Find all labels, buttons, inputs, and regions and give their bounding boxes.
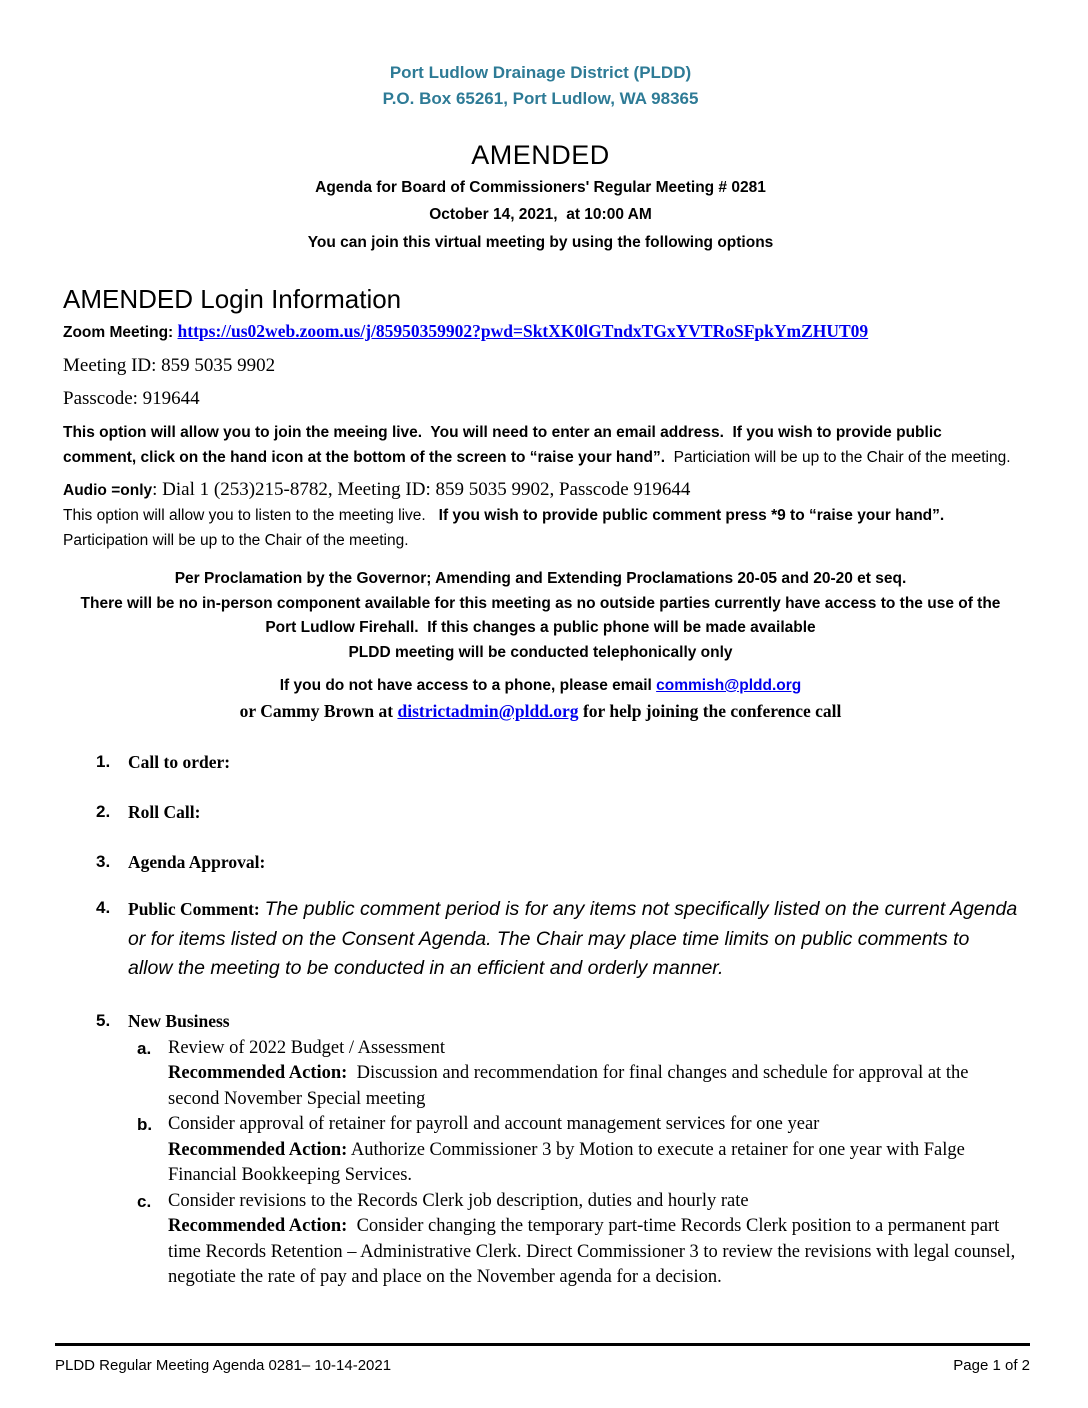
audio-note-bold: If you wish to provide public comment press *9 to “raise your hand”. xyxy=(438,507,945,524)
new-business-subitems xyxy=(137,1036,1018,1291)
subitem-records-clerk-revisions xyxy=(137,1189,1018,1291)
meeting-id: Meeting ID: 859 5035 9902 xyxy=(63,355,276,376)
zoom-meeting-line xyxy=(63,318,1018,346)
audio-option-note xyxy=(63,504,1018,553)
item-label: Roll Call: xyxy=(128,802,201,822)
item-number: 5. xyxy=(96,1010,111,1030)
agenda-list xyxy=(63,749,1018,1291)
item-label: New Business xyxy=(128,1010,230,1031)
item-number: 2. xyxy=(96,802,111,821)
contact-line1-text: If you do not have access to a phone, please email xyxy=(279,677,657,694)
subitem-title: Consider revisions to the Records Clerk job description, duties and hourly rate xyxy=(168,1190,749,1211)
contact-help xyxy=(63,673,1018,725)
login-heading: AMENDED Login Information xyxy=(63,284,402,314)
subitem-title: Review of 2022 Budget / Assessment xyxy=(168,1037,445,1058)
item-label: Agenda Approval: xyxy=(128,852,266,872)
meeting-datetime: October 14, 2021, at 10:00 AM xyxy=(429,206,652,223)
audio-note-rest: Participation will be up to the Chair of the meeting. xyxy=(63,507,953,549)
org-name: Port Ludlow Drainage District (PLDD) xyxy=(389,63,692,82)
agenda-item-public-comment xyxy=(96,895,1018,984)
subitem-body xyxy=(168,1189,1018,1291)
public-comment-description: The public comment period is for any items not specifically listed on the current Agenda or for items listed on the Consent Agenda. The Chair may place time limits on public comments to allow the meeting to be conducted in an efficient and orderly manner. xyxy=(128,898,1018,979)
agenda-item-new-business xyxy=(96,1008,1018,1034)
item-label: Call to order: xyxy=(128,752,231,772)
item-number: 4. xyxy=(96,898,111,917)
item-number: 3. xyxy=(96,852,111,871)
audio-dial-info: : Dial 1 (253)215-8782, Meeting ID: 859 5035 9902, Passcode 919644 xyxy=(152,479,691,500)
zoom-meeting-link[interactable]: https://us02web.zoom.us/j/85950359902?pwd=SktXK0lGTndxTGxYVTRoSFpkYmZHUT09 xyxy=(177,321,869,341)
proclamation-line-3: PLDD meeting will be conducted telephonically only xyxy=(348,643,733,661)
proclamation-line-2: There will be no in-person component available for this meeting as no outside parties currently have access to the use of the Port Ludlow Firehall. If this changes a public phone will be made available xyxy=(80,594,1005,636)
amended-title: AMENDED xyxy=(471,140,610,170)
subitem-letter: c. xyxy=(137,1191,152,1211)
audio-note-start: This option will allow you to listen to the meeting live. xyxy=(63,507,439,524)
zoom-option-regular-text: Particiation will be up to the Chair of the meeting. xyxy=(665,448,1011,466)
recommended-action-label: Recommended Action: xyxy=(168,1216,348,1236)
contact-line-phone xyxy=(63,673,1018,698)
audio-only-label: Audio =only xyxy=(63,482,153,499)
footer-page-number: Page 1 of 2 xyxy=(953,1357,1030,1374)
page-footer xyxy=(55,1343,1030,1374)
document-header xyxy=(63,60,1018,254)
passcode: Passcode: 919644 xyxy=(63,388,200,409)
zoom-option-note xyxy=(63,421,1018,470)
recommended-action-label: Recommended Action: xyxy=(168,1063,348,1083)
proclamation-line-1: Per Proclamation by the Governor; Amending and Extending Proclamations 20-05 and 20-20 et seq. xyxy=(174,570,907,587)
subitem-letter: a. xyxy=(137,1038,152,1058)
contact-line2-post: for help joining the conference call xyxy=(578,701,842,721)
proclamation-notice xyxy=(63,567,1018,665)
districtadmin-email-link[interactable]: districtadmin@pldd.org xyxy=(397,701,579,721)
subitem-retainer-approval xyxy=(137,1112,1018,1189)
contact-line2-pre: or Cammy Brown at xyxy=(239,701,398,721)
recommended-action-label: Recommended Action: xyxy=(168,1139,348,1160)
subitem-letter: b. xyxy=(137,1115,153,1134)
org-address: P.O. Box 65261, Port Ludlow, WA 98365 xyxy=(382,89,699,108)
item-number: 1. xyxy=(96,752,111,771)
audio-option-line xyxy=(63,477,1018,504)
public-comment-body xyxy=(128,895,1018,984)
agenda-item-call-to-order xyxy=(96,749,1018,775)
contact-line-admin xyxy=(63,698,1018,725)
footer-document-id: PLDD Regular Meeting Agenda 0281– 10-14-2021 xyxy=(55,1357,392,1374)
subitem-budget-review xyxy=(137,1036,1018,1113)
item-label: Public Comment: xyxy=(128,899,260,919)
login-section xyxy=(63,284,1018,553)
recommended-action-text: Authorize Commissioner 3 by Motion to execute a retainer for one year with Falge Financial Bookkeeping Services. xyxy=(168,1139,970,1185)
meeting-title: Agenda for Board of Commissioners' Regular Meeting # 0281 xyxy=(315,179,766,196)
subitem-body xyxy=(168,1112,1018,1189)
subitem-body xyxy=(168,1036,1018,1113)
recommended-action-text: Discussion and recommendation for final changes and schedule for approval at the second November Special meeting xyxy=(168,1063,974,1109)
zoom-option-bold-text: This option will allow you to join the meeing live. You will need to enter an email address. If you wish to provide public comment, click on the hand icon at the bottom of the screen to “raise your hand”. xyxy=(63,424,947,466)
join-instructions: You can join this virtual meeting by using the following options xyxy=(307,234,774,251)
subitem-title: Consider approval of retainer for payroll and account management services for one year xyxy=(168,1114,820,1134)
zoom-meeting-label: Zoom Meeting: xyxy=(63,324,178,341)
agenda-item-roll-call xyxy=(96,799,1018,825)
recommended-action-text: Consider changing the temporary part-time Records Clerk position to a permanent part time Records Retention – Administrative Clerk. Direct Commissioner 3 to review the revisions with legal counsel, negotiate the rate of pay and place on the November agenda for a decision. xyxy=(168,1216,1020,1287)
agenda-item-agenda-approval xyxy=(96,849,1018,875)
commish-email-link[interactable]: commish@pldd.org xyxy=(656,677,802,694)
